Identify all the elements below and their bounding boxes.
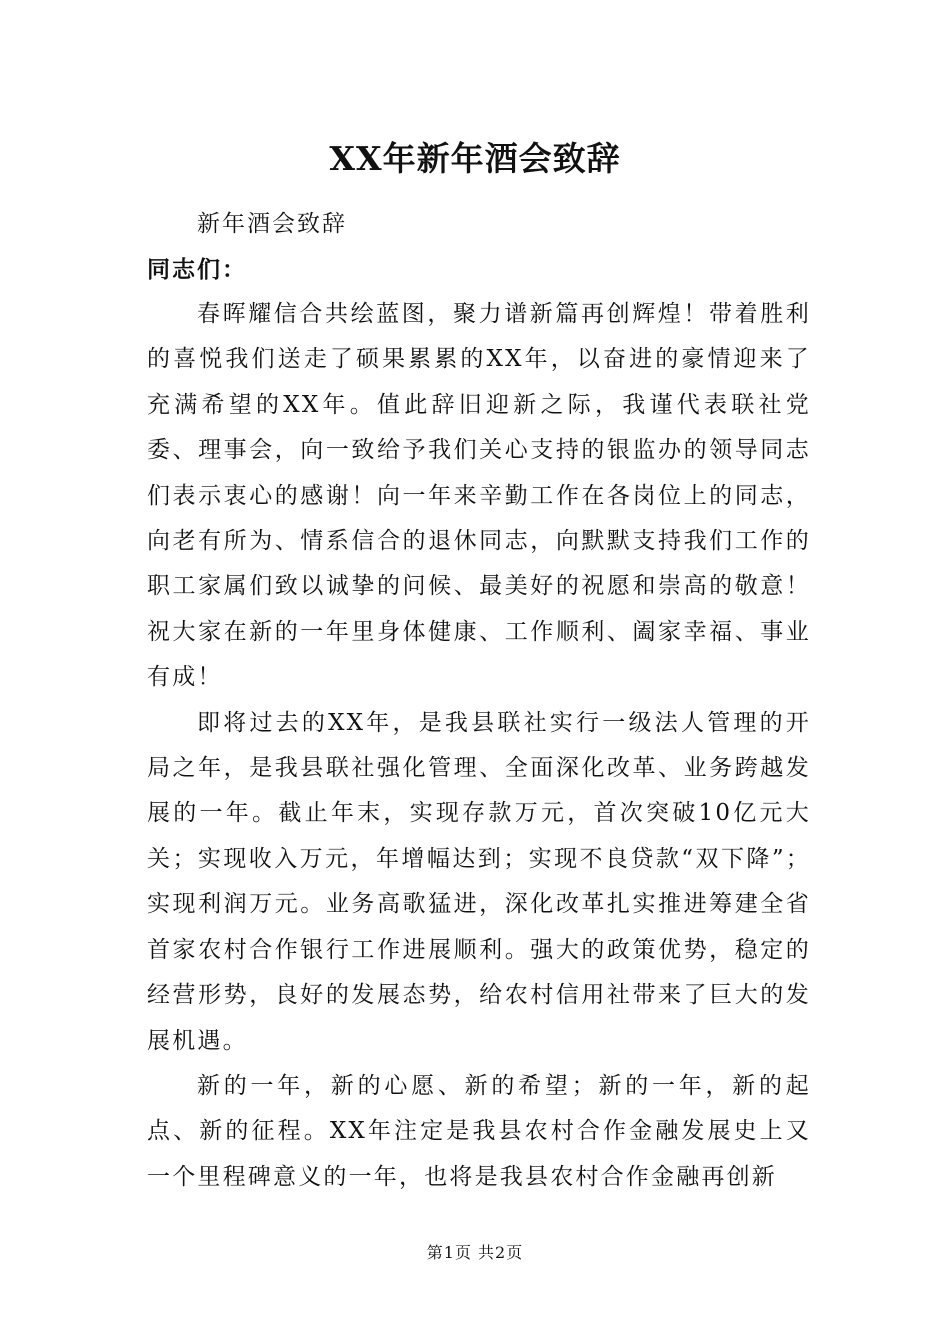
document-title: XX年新年酒会致辞: [329, 139, 621, 178]
paragraph-3: 新的一年，新的心愿、新的希望；新的一年，新的起点、新的征程。XX年注定是我县农村合作金融发展史上又一个里程碑意义的一年，也将是我县农村合作金融再创新: [147, 1072, 811, 1190]
document-body: [147, 292, 811, 1200]
salutation: 同志们：: [147, 256, 247, 283]
page-indicator: 第1页 共2页: [426, 1243, 524, 1262]
paragraph-1: 春晖耀信合共绘蓝图，聚力谱新篇再创辉煌！带着胜利的喜悦我们送走了硕果累累的XX年，以奋进的豪情迎来了充满希望的XX年。值此辞旧迎新之际，我谨代表联社党委、理事会，向一致给予我们关心支持的银监办的领导同志们表示衷心的感谢！向一年来辛勤工作在各岗位上的同志，向老有所为、情系信合的退休同志，向默默支持我们工作的职工家属们致以诚挚的问候、最美好的祝愿和崇高的敬意！祝大家在新的一年里身体健康、工作顺利、阖家幸福、事业有成！: [147, 301, 811, 691]
document-subtitle: 新年酒会致辞: [197, 211, 347, 237]
paragraph-2: 即将过去的XX年，是我县联社实行一级法人管理的开局之年，是我县联社强化管理、全面深化改革、业务跨越发展的一年。截止年末，实现存款万元，首次突破10亿元大关；实现收入万元，年增幅达到；实现不良贷款“双下降”；实现利润万元。业务高歌猛进，深化改革扎实推进筹建全省首家农村合作银行工作进展顺利。强大的政策优势，稳定的经营形势，良好的发展态势，给农村信用社带来了巨大的发展机遇。: [147, 709, 811, 1054]
